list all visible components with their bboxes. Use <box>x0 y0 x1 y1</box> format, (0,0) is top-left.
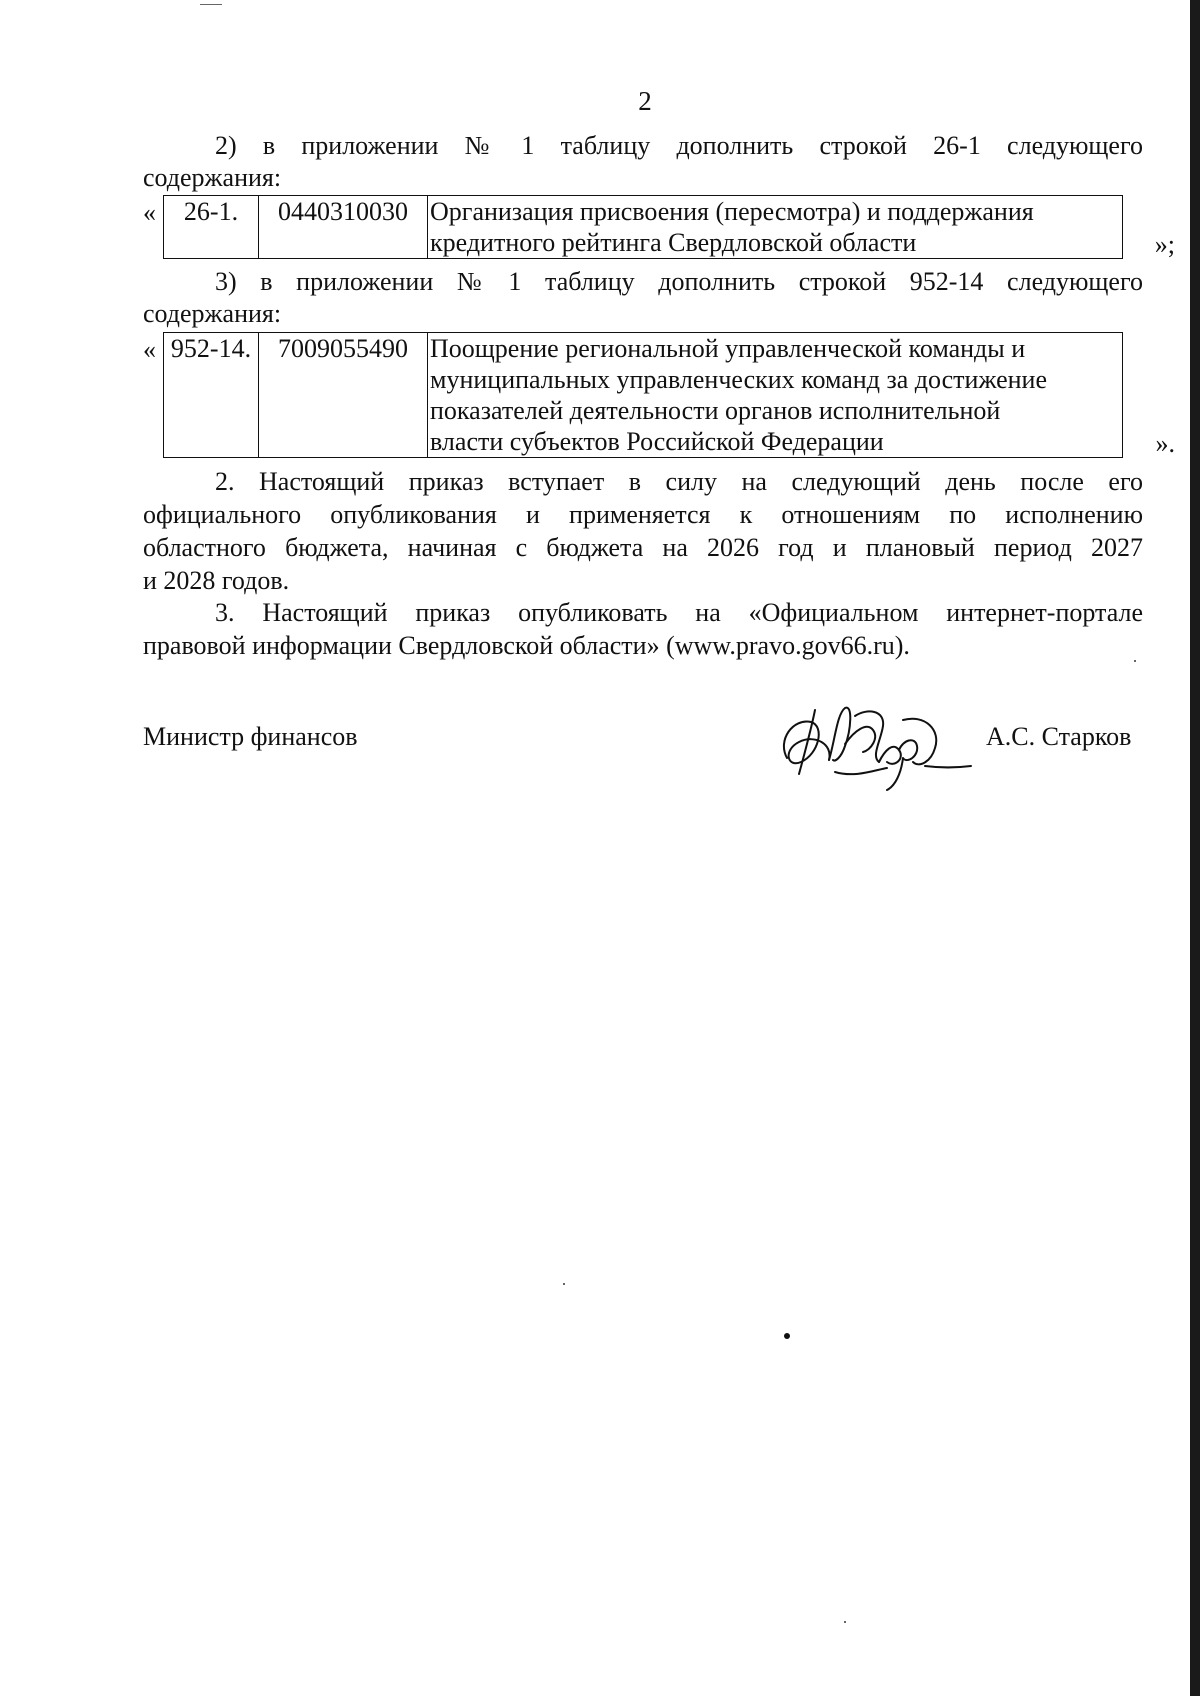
open-quote: « <box>143 198 156 227</box>
table-row <box>164 196 1123 259</box>
name-line: кредитного рейтинга Свердловской области <box>430 228 917 257</box>
scan-speck <box>200 4 222 5</box>
signer-position: Министр финансов <box>143 722 358 751</box>
close-quote: »; <box>1154 230 1175 259</box>
inserted-row-table-2 <box>163 332 1123 458</box>
row-number-cell: 26-1. <box>164 196 259 259</box>
point-2-line-1: 2. Настоящий приказ вступает в силу на следующий день после его <box>215 467 1143 496</box>
signer-name: А.С. Старков <box>986 722 1132 751</box>
name-line: Поощрение региональной управленческой команды и <box>430 334 1026 363</box>
table-2-block <box>143 332 1175 464</box>
item-2-line-2: содержания: <box>143 163 282 192</box>
row-number-cell: 952-14. <box>164 333 259 458</box>
scan-speck <box>844 1621 846 1623</box>
scan-speck <box>1134 660 1136 662</box>
code-cell: 7009055490 <box>259 333 428 458</box>
scan-dot <box>784 1333 790 1339</box>
point-2-line-3: областного бюджета, начиная с бюджета на 2026 год и плановый период 2027 <box>143 533 1143 562</box>
name-cell <box>428 196 1123 259</box>
item-3-line-2: содержания: <box>143 299 282 328</box>
table-row <box>164 333 1123 458</box>
name-line: Организация присвоения (пересмотра) и поддержания <box>430 197 1034 226</box>
name-line: муниципальных управленческих команд за достижение <box>430 365 1047 394</box>
page-number: 2 <box>638 86 652 116</box>
inserted-row-table-1 <box>163 195 1123 259</box>
item-3-line-1: 3) в приложении № 1 таблицу дополнить строкой 952-14 следующего <box>215 267 1143 296</box>
handwritten-signature <box>775 700 975 800</box>
close-quote: ». <box>1155 429 1175 458</box>
scan-edge <box>1190 0 1200 1696</box>
point-3-line-1: 3. Настоящий приказ опубликовать на «Официальном интернет-портале <box>215 598 1143 627</box>
open-quote: « <box>143 335 156 364</box>
name-cell <box>428 333 1123 458</box>
table-1-block <box>143 195 1175 263</box>
point-2-line-4: и 2028 годов. <box>143 566 290 595</box>
code-cell: 0440310030 <box>259 196 428 259</box>
name-line: показателей деятельности органов исполнительной <box>430 396 1001 425</box>
point-2-line-2: официального опубликования и применяется к отношениям по исполнению <box>143 500 1143 529</box>
name-line: власти субъектов Российской Федерации <box>430 427 884 456</box>
point-3-line-2: правовой информации Свердловской области» (www.pravo.gov66.ru). <box>143 631 910 660</box>
scan-speck <box>563 1283 565 1285</box>
item-2-line-1: 2) в приложении № 1 таблицу дополнить строкой 26-1 следующего <box>215 131 1143 160</box>
